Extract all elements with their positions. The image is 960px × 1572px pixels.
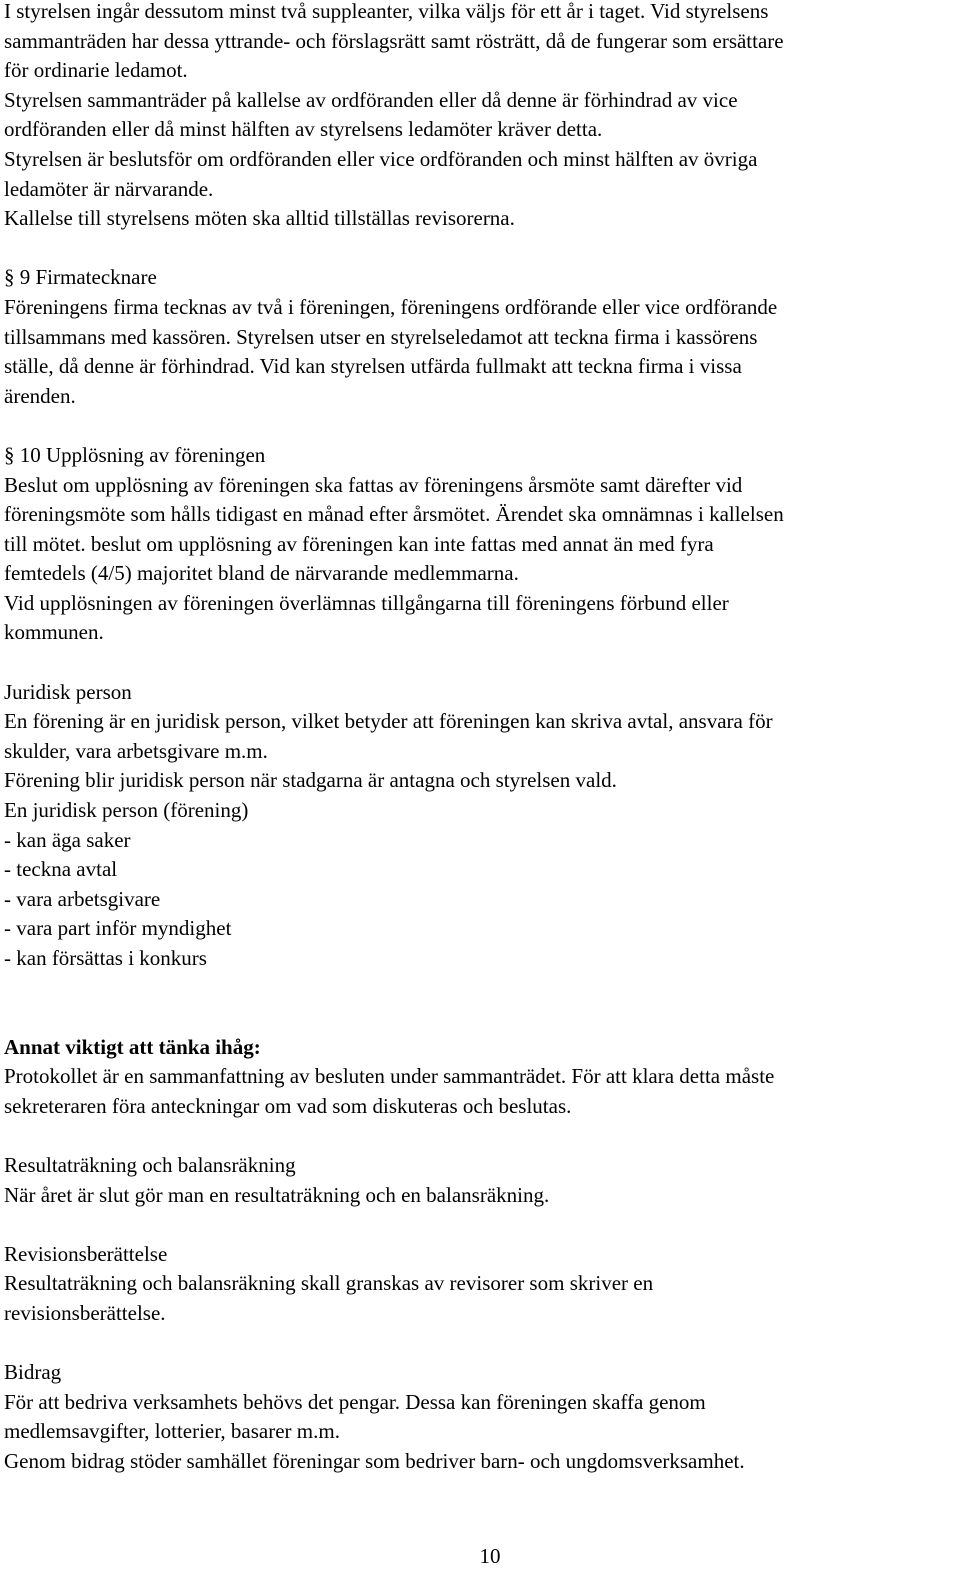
text-line: ärenden. <box>4 383 76 408</box>
section-heading: Bidrag <box>4 1360 62 1385</box>
text-line: för ordinarie ledamot. <box>4 58 188 83</box>
list-item: - kan försättas i konkurs <box>4 946 207 970</box>
text-line: Förening blir juridisk person när stadgarna är antagna och styrelsen vald. <box>4 768 617 793</box>
text-line: sekreteraren föra anteckningar om vad som diskuteras och beslutas. <box>4 1093 572 1118</box>
section-heading: Juridisk person <box>4 679 132 704</box>
section-9 <box>4 263 954 411</box>
text-line: kommunen. <box>4 620 104 645</box>
text-line: När året är slut gör man en resultaträkning och en balansräkning. <box>4 1182 550 1207</box>
page-number: 10 <box>479 1544 501 1568</box>
text-line: revisionsberättelse. <box>4 1300 166 1325</box>
text-line: skulder, vara arbetsgivare m.m. <box>4 738 268 763</box>
text-line: ställe, då denne är förhindrad. Vid kan styrelsen utfärda fullmakt att teckna firma i vissa <box>4 354 742 379</box>
text-line: Beslut om upplösning av föreningen ska fattas av föreningens årsmöte samt därefter vid <box>4 472 743 497</box>
text-line: femtedels (4/5) majoritet bland de närvarande medlemmarna. <box>4 561 519 586</box>
section-heading: § 10 Upplösning av föreningen <box>4 442 266 467</box>
text-line: Genom bidrag stöder samhället föreningar som bedriver barn- och ungdomsverksamhet. <box>4 1448 745 1473</box>
section-10 <box>4 441 954 648</box>
text-line: En förening är en juridisk person, vilket betyder att föreningen kan skriva avtal, ansvara för <box>4 709 773 734</box>
text-line: sammanträden har dessa yttrande- och förslagsrätt samt rösträtt, då de fungerar som ersättare <box>4 28 784 53</box>
revision-section <box>4 1240 954 1329</box>
text-line: Föreningens firma tecknas av två i föreningen, föreningens ordförande eller vice ordförande <box>4 294 778 319</box>
text-line: ledamöter är närvarande. <box>4 176 214 201</box>
bidrag-section <box>4 1358 954 1476</box>
section-heading: Resultaträkning och balansräkning <box>4 1152 296 1177</box>
annat-section <box>4 1033 954 1122</box>
text-line: till mötet. beslut om upplösning av föreningen kan inte fattas med annat än med fyra <box>4 531 714 556</box>
text-line: föreningsmöte som hålls tidigast en månad efter årsmötet. Ärendet ska omnämnas i kallelsen <box>4 502 784 527</box>
text-line: För att bedriva verksamhets behövs det pengar. Dessa kan föreningen skaffa genom <box>4 1389 706 1414</box>
section-heading: Annat viktigt att tänka ihåg: <box>4 1034 261 1059</box>
list-item: - vara part inför myndighet <box>4 916 232 941</box>
section-heading: § 9 Firmatecknare <box>4 265 157 290</box>
text-line: Resultaträkning och balansräkning skall granskas av revisorer som skriver en <box>4 1271 654 1296</box>
text-line: ordföranden eller då minst hälften av styrelsens ledamöter kräver detta. <box>4 117 603 142</box>
juridisk-person-section <box>4 678 954 974</box>
resultat-section <box>4 1151 954 1210</box>
document-page <box>4 0 954 1477</box>
section-heading: Revisionsberättelse <box>4 1241 168 1266</box>
list-item: - teckna avtal <box>4 857 118 882</box>
list-item: - vara arbetsgivare <box>4 886 161 911</box>
text-line: Protokollet är en sammanfattning av besluten under sammanträdet. För att klara detta måste <box>4 1064 775 1089</box>
text-line: Styrelsen är beslutsför om ordföranden eller vice ordföranden och minst hälften av övriga <box>4 146 758 171</box>
text-line: Styrelsen sammanträder på kallelse av ordföranden eller då denne är förhindrad av vice <box>4 87 738 112</box>
list-item: - kan äga saker <box>4 827 131 852</box>
text-line: I styrelsen ingår dessutom minst två suppleanter, vilka väljs för ett år i taget. Vid styrelsens <box>4 0 769 23</box>
text-line: medlemsavgifter, lotterier, basarer m.m. <box>4 1419 340 1444</box>
board-section <box>4 0 954 234</box>
text-line: Kallelse till styrelsens möten ska alltid tillställas revisorerna. <box>4 206 515 231</box>
text-line: Vid upplösningen av föreningen överlämnas tillgångarna till föreningens förbund eller <box>4 590 729 615</box>
text-line: En juridisk person (förening) <box>4 798 249 823</box>
text-line: tillsammans med kassören. Styrelsen utser en styrelseledamot att teckna firma i kassörens <box>4 324 758 349</box>
